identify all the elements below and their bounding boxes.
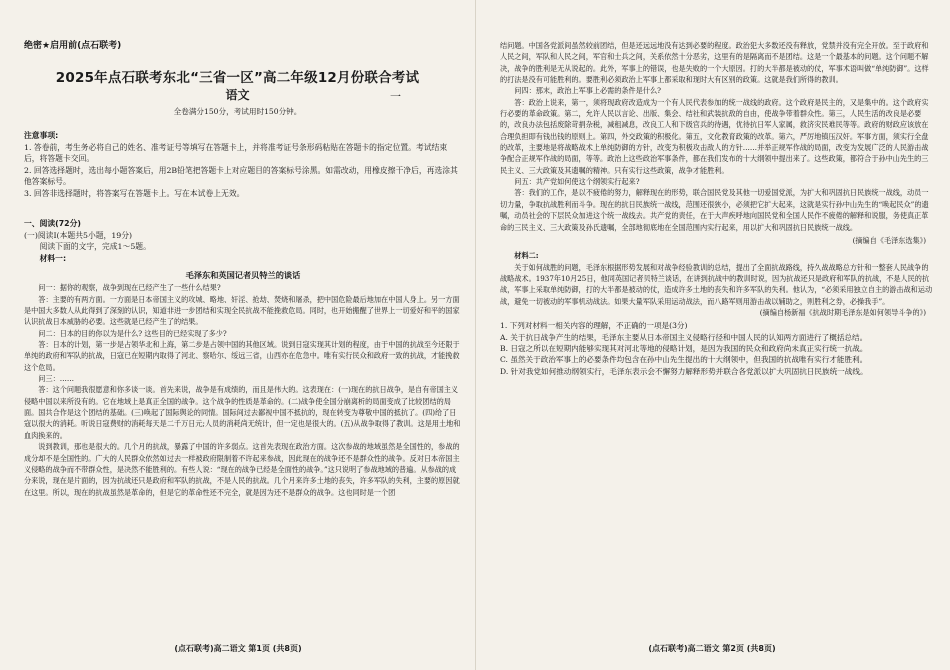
question-option-c: C. 虽然关于政治军事上的必要条件均包含在孙中山先生提出的十大纲领中，但我国的抗战唯有实行才能胜利。 [500, 355, 868, 365]
exam-subject: 语文 [225, 88, 250, 102]
article-source: (摘编自《毛泽东选集》) [852, 235, 926, 245]
section-sub: (一)阅读Ⅰ(本题共5小题，19分) [24, 230, 133, 240]
article-paragraph: 问四：那末，政治上军事上必需的条件是什么? [514, 86, 661, 96]
page-divider [475, 0, 476, 670]
exam-title: 2025年点石联考东北“三省一区”高二年级12月份联合考试 [55, 70, 420, 86]
question-option-b: B. 日寇之所以在短期内能够实现其对河北等地的侵略计划，是因为我国的民众和政府尚未真正实行统一抗战。 [500, 343, 868, 353]
section-block [24, 218, 462, 264]
note-item: 2. 回答选择题时，选出每小题答案后，用2B铅笔把答题卡上对应题目的答案标号涂黑。如需改动，用橡皮擦干净后，再选涂其他答案标号。 [24, 165, 458, 187]
material2-source: (摘编自杨新福《抗战时期毛泽东是如何领导斗争的》) [759, 307, 926, 317]
article-paragraph: 答：主要的有两方面。一方面是日本帝国主义的攻城、略地、奸淫、抢劫、焚烧和屠杀，把中国危险最后地加在中国人身上。另一方面是中国大多数人从此得到了深刻的认识，知道非进一步团结和实现全民抗战不能挽救危局。同时，也开始搬醒了世界上一切爱好和平的国家认识抗战日本威胁的必要。这些就是已经产生了的结果。 [24, 294, 460, 327]
article-paragraph: 问二：日本的目的你以为是什么? 这些目的已经实现了多少? [38, 328, 227, 338]
article-paragraph: 问三：…… [38, 374, 75, 384]
question-option-d: D. 针对我党如何推动纲领实行，毛泽东表示会不懈努力解释形势并联合各党派以扩大巩固抗日民族统一战线。 [500, 366, 868, 376]
material2-label: 材料二: [514, 251, 539, 261]
header-dash: 一 [390, 90, 401, 103]
footer-right: (点石联考)高二语文 第2页 (共8页) [648, 644, 776, 653]
question-option-a: A. 关于抗日战争产生的结果，毛泽东主要从日本帝国主义侵略行径和中国人民的认知两方面进行了概括总结。 [500, 332, 868, 342]
article-paragraph: 答：日本的计划，第一步是占领华北和上海，第二步是占领中国的其他区域。说到日寇实现其计划的程度，由于中国的抗战至今还限于单纯的政府和军队的抗战，日寇已在短期内取得了河北、察哈尔、绥远三省，山西亦在危急中。唯有实行民众和政府一致的抗战，才能挽救这个危局。 [24, 340, 460, 372]
question-stem: 1. 下列对材料一相关内容的理解，不正确的一项是(3分) [500, 321, 688, 331]
material1-label: 材料一: [39, 253, 67, 263]
notes-heading: 注意事项: [24, 131, 59, 140]
notes-block [24, 130, 462, 200]
note-item: 3. 回答非选择题时，将答案写在答题卡上。写在本试卷上无效。 [24, 188, 245, 198]
article-paragraph: 答：这个问题我很愿意和你多谈一谈。首先来说，战争是有成绩的，而且是伟大的。这表现在：(一)现在的抗日战争，是自有帝国主义侵略中国以来所没有的。它在地域上是真正全国的战争。这个战争的性质是革命的。(二)战争使全国分崩离析的局面变成了比较团结的局面。国共合作是这个团结的基础。(三)唤起了国际舆论的同情。国际间过去鄙视中国不抵抗的，现在转变为尊敬中国的抵抗了。(四)给了日寇以很大的消耗。听说日寇费财的消耗每天是二千万日元;人员的消耗尚无统计，但一定也是很大的。(五)从战争取得了教训。这是用土地和血肉换来的。 [24, 385, 461, 440]
section-title: 一、阅读(72分) [24, 219, 81, 228]
article-paragraph: 问一：据你的观察，战争到现在已经产生了一些什么结果? [38, 283, 221, 293]
article-block [24, 270, 462, 498]
article-paragraph: 答：政治上说来，第一，须将现政府改造成为一个有人民代表参加的统一战线的政府。这个政府是民主的，又是集中的。这个政府实行必要的革命政策。第二，允许人民以言论、出版、集会、结社和武装抗敌的自由，使战争带着群众性。第三，人民生活的改良是必要的，改良办法包括废除苛捐杂税，减租减息，改良工人和下级官兵的待遇，优待抗日军人家属，救济灾民难民等等。政府的财政应该放在合理负担即有钱出钱的原则上。第四，外交政策的积极化。第五，文化教育政策的改革。第六，严厉地镇压汉奸。军事方面，须实行全盘的改革，主要地是将战略战术上单纯防御的方针，改变为积极攻击敌人的方针……并举正规军作战的局面，改变为发展广泛的人民游击战争配合正规军作战的局面，等等。政治上这些政治军事条件，都在我们发布的十大纲领中提出来了。这些政策，都符合于孙中山先生的三民主义、三大政策及其遗嘱的精神。只有实行这些政策，战争才能胜利。 [500, 97, 929, 175]
article-paragraph: 说到教训，那也是很大的。几个月的抗战，暴露了中国的许多弱点。这首先表现在政治方面。这次参战的地域虽然是全国性的，参战的成分却不是全国性的。广大的人民群众依然如过去一样被政府限制着不许起来参战，因此现在的战争还不是群众性的战争。反对日本帝国主义侵略的战争而不带群众性，是决然不能胜利的。有些人说：“现在的战争已经是全面性的战争。”这只说明了参战地域的普遍。从参战的成分来说，现在是片面的，因为抗战还只是政府和军队的抗战，不是人民的抗战。几个月来许多土地的丧失，许多军队的失利，主要的原因就在这里。所以，现在的抗战虽然是革命的，但是它的革命性还不完全，就是因为还不是群众的战争。这也同时是一个团 [24, 442, 460, 497]
right-page [500, 40, 934, 377]
note-item: 1. 答卷前，考生务必将自己的姓名、准考证号等填写在答题卡上，并将准考证号条形码粘贴在答题卡的指定位置。考试结束后，将答题卡交回。 [24, 142, 448, 164]
article-paragraph: 问五：共产党如何使这个纲领实行起来? [514, 177, 640, 187]
material2-text: 关于如何战胜的问题，毛泽东根据形势发展和对战争经验教训的总结，提出了全面抗战路线，持久战战略总方针和一整套人民战争的战略战术。1937年10月25日，他同英国记者贝特兰谈话，在讲到抗战中的教训时说，因为抗战还只是政府和军队的抗战，不是人民的抗战，军事上采取单纯防御，打的大半都是被动的仗，造成许多土地的丧失和许多军队的失利。他认为，“必须采用独立自主的游击战和运动战，避免一切被动的军事机动战法。如果大量军队采用运动战法，而八路军则用游击战以辅助之，则胜利之券，必操我手”。 [500, 262, 933, 306]
article-title: 毛泽东和英国记者贝特兰的谈话 [185, 270, 301, 280]
section-instruction: 阅读下面的文字，完成1～5题。 [39, 242, 151, 252]
score-line: 全卷满分150分，考试用时150分钟。 [173, 107, 302, 116]
article-paragraph: 答：我们的工作，是以不疲倦的努力，解释现在的形势，联合国民党及其他一切爱国党派，为扩大和巩固抗日民族统一战线，动员一切力量，争取抗战胜利而斗争。现在的抗日民族统一战线，范围还很狭小，必须把它扩大起来，这就是实行孙中山先生的“唤起民众”的遗嘱，动员社会的下层民众加进这个统一战线去。共产党的责任，在于大声疾呼地向国民党和全国人民作不疲倦的解释和说服，务使真正革命的三民主义、三大政策及孙氏遗嘱，全部地彻底地在全国范围内实行起来，用以扩大和巩固抗日民族统一战线。 [500, 188, 929, 232]
article-paragraph: 结问题。中国各党派间虽然较前团结，但是还远远地没有达到必要的程度。政治犯大多数还没有释放，党禁并没有完全开放。至于政府和人民之间，军队和人民之间，军官和士兵之间，关系依然十分恶劣，这里有的是隔离而不是团结。这是一个最基本的问题。这个问题不解决，战争的胜利是无从说起的。此外，军事上的错误，也是失败的一个大原因。打的大半都是被动的仗，军事术语叫做“单纯防御”。这样的打法是没有可能胜利的。要胜利必须政治上军事上都采取和现时大有区别的政策。这就是我们所得的教训。 [500, 41, 929, 85]
footer-left: (点石联考)高二语文 第1页 (共8页) [174, 644, 302, 653]
secret-label: 绝密★启用前(点石联考) [24, 41, 122, 51]
